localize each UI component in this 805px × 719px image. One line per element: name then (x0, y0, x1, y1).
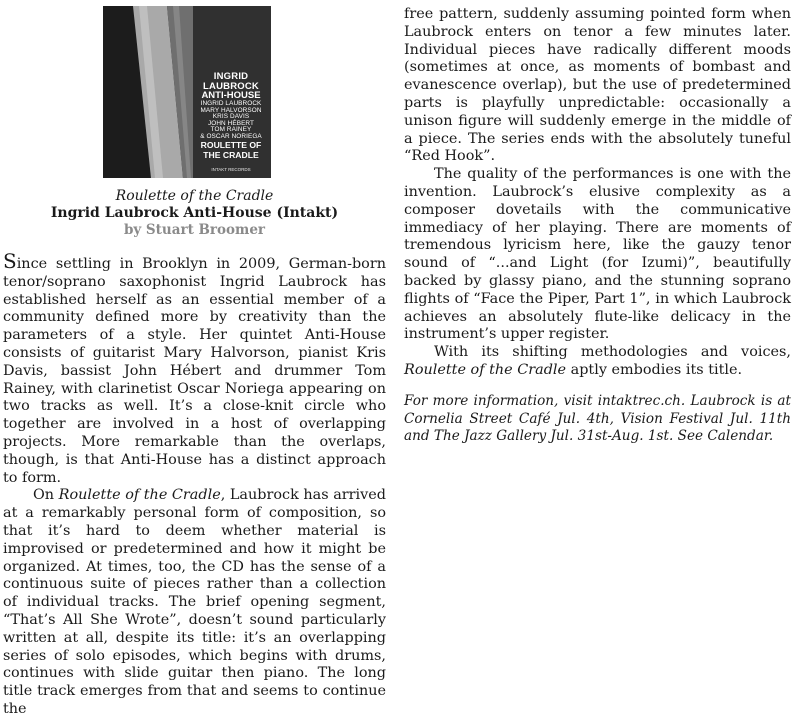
cover-member: KRIS DAVIS (212, 113, 250, 121)
cover-member: JOHN HÉBERT (207, 119, 255, 127)
cover-member: MARY HALVORSON (200, 106, 262, 114)
paragraph-2 (3, 487, 386, 718)
paragraph-4 (404, 344, 791, 380)
paragraph-1-text: ince settling in Brooklyn in 2009, German-born tenor/soprano saxophonist Ingrid Laubrock has established herself as an essential member of a community defined more by creativity than the parameters of a style. Her quintet Anti-House consists of guitarist Mary Halvorson, pianist Kris Davis, bassist John Hébert and drummer Tom Rainey, with clarinetist Oscar Noriega appearing on two tracks as well. It’s a close-knit circle who together are involved in a host of overlapping projects. More remarkable than the overlaps, though, is that Anti-House has a distinct approach to form. (3, 256, 386, 486)
cover-artist-line1: INGRID (213, 71, 249, 82)
article-body-right (404, 6, 791, 446)
cover-member: TOM RAINEY (210, 126, 252, 134)
artist-label-line: Ingrid Laubrock Anti-House (Intakt) (50, 205, 339, 221)
byline: by Stuart Broomer (123, 222, 266, 238)
paragraph-4-lead: With its shifting methodologies and voices, (434, 344, 791, 361)
album-title-inline: Roulette of the Cradle (58, 487, 221, 504)
album-title: Roulette of the Cradle (115, 188, 274, 204)
cover-title-line2: THE CRADLE (203, 150, 259, 161)
event-info: For more information, visit intaktrec.ch. Laubrock is at Cornelia Street Café Jul. 4th, Vision Festival Jul. 11th and The Jazz Gallery Jul. 31st-Aug. 1st. See Calendar. (404, 392, 791, 445)
cover-band-name: ANTI-HOUSE (201, 90, 261, 102)
album-cover-text (191, 72, 271, 160)
review-caption (3, 188, 386, 239)
cover-artist-line2: LAUBROCK (203, 80, 259, 92)
paragraph-1 (3, 249, 386, 487)
album-cover (103, 6, 271, 178)
drop-cap: S (3, 249, 17, 273)
paragraph-2-text: , Laubrock has arrived at a remarkably personal form of composition, so that it’s hard to deem whether material is improvised or predetermined and how it might be organized. At times, too, the CD has the sense of a continuous suite of pieces rather than a collection of individual tracks. The brief opening segment, “That’s All She Wrote”, doesn’t sound particularly written at all, despite its title: it’s an overlapping series of solo episodes, which begins with drums, continues with slide guitar then piano. The long title track emerges from that and seems to continue the (3, 487, 386, 717)
article-body-left (3, 249, 386, 719)
cover-record-label: INTAKT RECORDS (211, 167, 251, 172)
album-title-inline: Roulette of the Cradle (404, 361, 567, 378)
paragraph-3: The quality of the performances is one with the invention. Laubrock’s elusive complexity as a composer dovetails with the communicative immediacy of her playing. There are moments of tremendous lyricism here, like the gauzy tenor sound of “...and Light (for Izumi)”, beautifully backed by glassy piano, and the stunning soprano flights of “Face the Piper, Part 1”, in which Laubrock achieves an absolutely flute-like delicacy in the instrument’s upper register. (404, 166, 791, 343)
cover-member: & OSCAR NORIEGA (200, 132, 262, 140)
paragraph-2-continued: free pattern, suddenly assuming pointed form when Laubrock enters on tenor a few minutes later. Individual pieces have radically different moods (sometimes at once, as moments of bombast and evanescence overlap), but the use of predetermined parts is playfully unpredictable: occasionally a unison figure will suddenly emerge in the middle of a piece. The series ends with the absolutely tuneful “Red Hook”. (404, 6, 791, 165)
right-column (404, 6, 791, 446)
paragraph-2-lead: On (33, 487, 59, 504)
cover-title-line1: ROULETTE OF (200, 140, 262, 151)
cover-member: INGRID LAUBROCK (200, 100, 262, 108)
paragraph-4-text: aptly embodies its title. (566, 361, 743, 378)
left-column (3, 0, 386, 719)
